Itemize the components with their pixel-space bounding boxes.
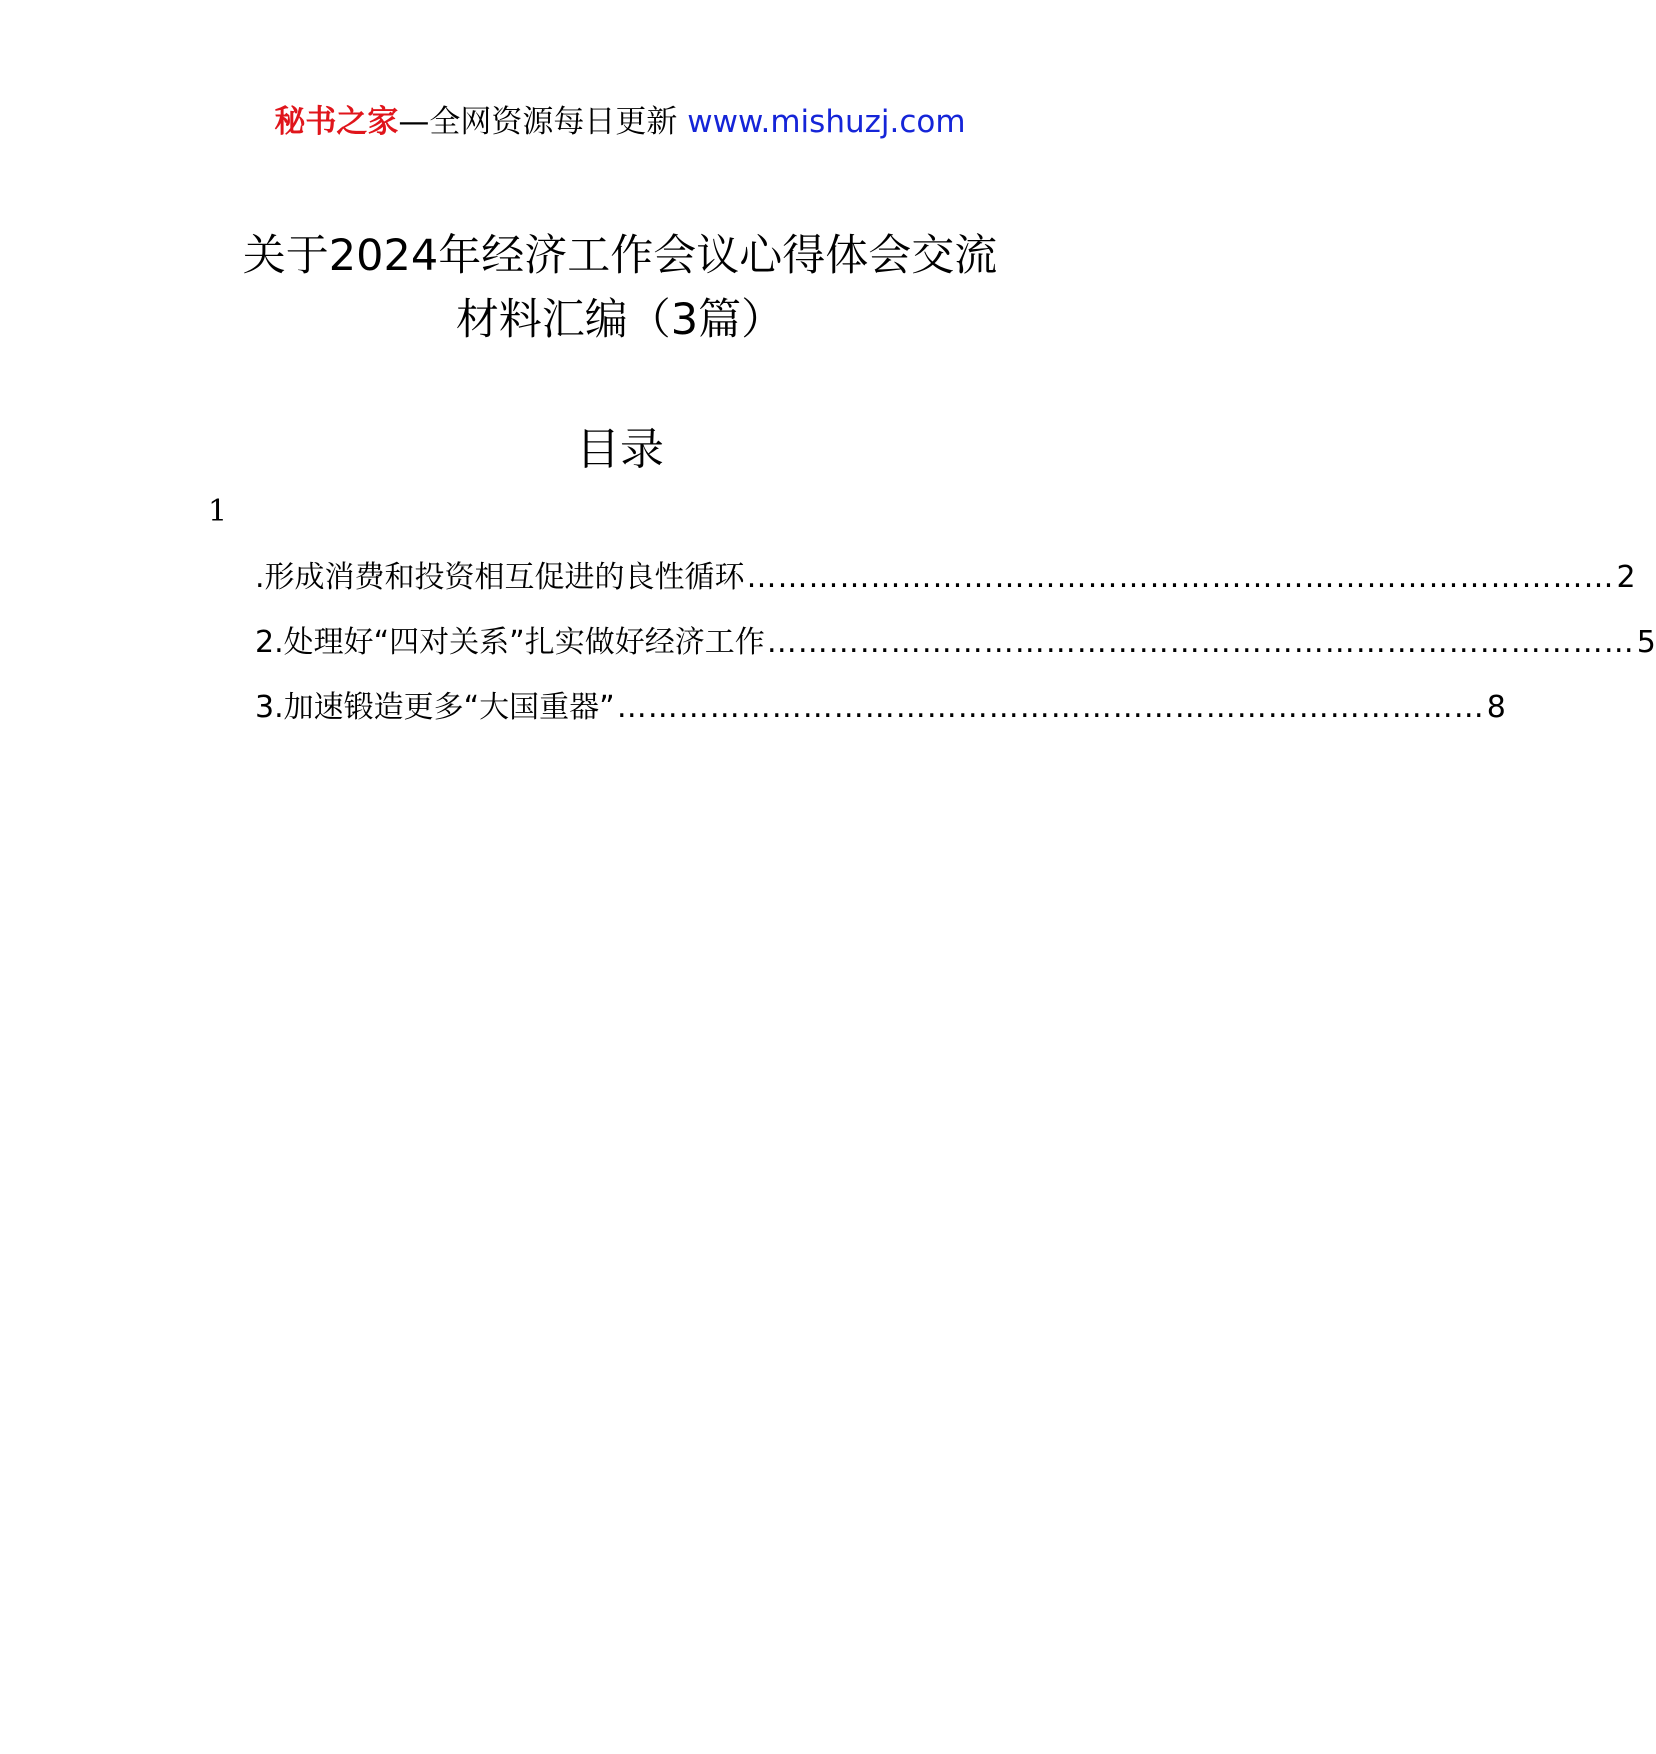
toc-page-number: 2 [1616, 560, 1636, 595]
toc-page-number: 8 [1486, 690, 1506, 725]
toc-dot-leader: ………………………………………………………………………… [766, 625, 1635, 660]
document-title-line-1: 关于2024年经济工作会议心得体会交流 [242, 231, 998, 281]
toc-entry-title: 2.处理好“四对关系”扎实做好经济工作 [255, 625, 765, 660]
toc-dot-leader: ………………………………………………………………………… [616, 690, 1485, 725]
toc-entry[interactable] [255, 621, 1656, 686]
watermark-slogan: —全网资源每日更新 [398, 104, 688, 140]
document-title-line-2: 材料汇编（3篇） [455, 295, 785, 345]
watermark-url-link[interactable]: www.mishuzj.com [687, 104, 966, 140]
watermark-brand: 秘书之家 [274, 104, 399, 140]
toc-entry-title: .形成消费和投资相互促进的良性循环 [255, 560, 745, 595]
stray-page-number: 1 [208, 494, 228, 529]
toc-page-number: 5 [1636, 625, 1656, 660]
watermark-banner [0, 100, 1240, 144]
toc-entry[interactable] [255, 686, 1506, 751]
toc-dot-leader: ………………………………………………………………………… [746, 560, 1615, 595]
toc-heading: 目录 [576, 424, 664, 475]
toc-entry[interactable] [255, 556, 1636, 621]
toc-list [255, 556, 1656, 751]
toc-entry-title: 3.加速锻造更多“大国重器” [255, 690, 615, 725]
